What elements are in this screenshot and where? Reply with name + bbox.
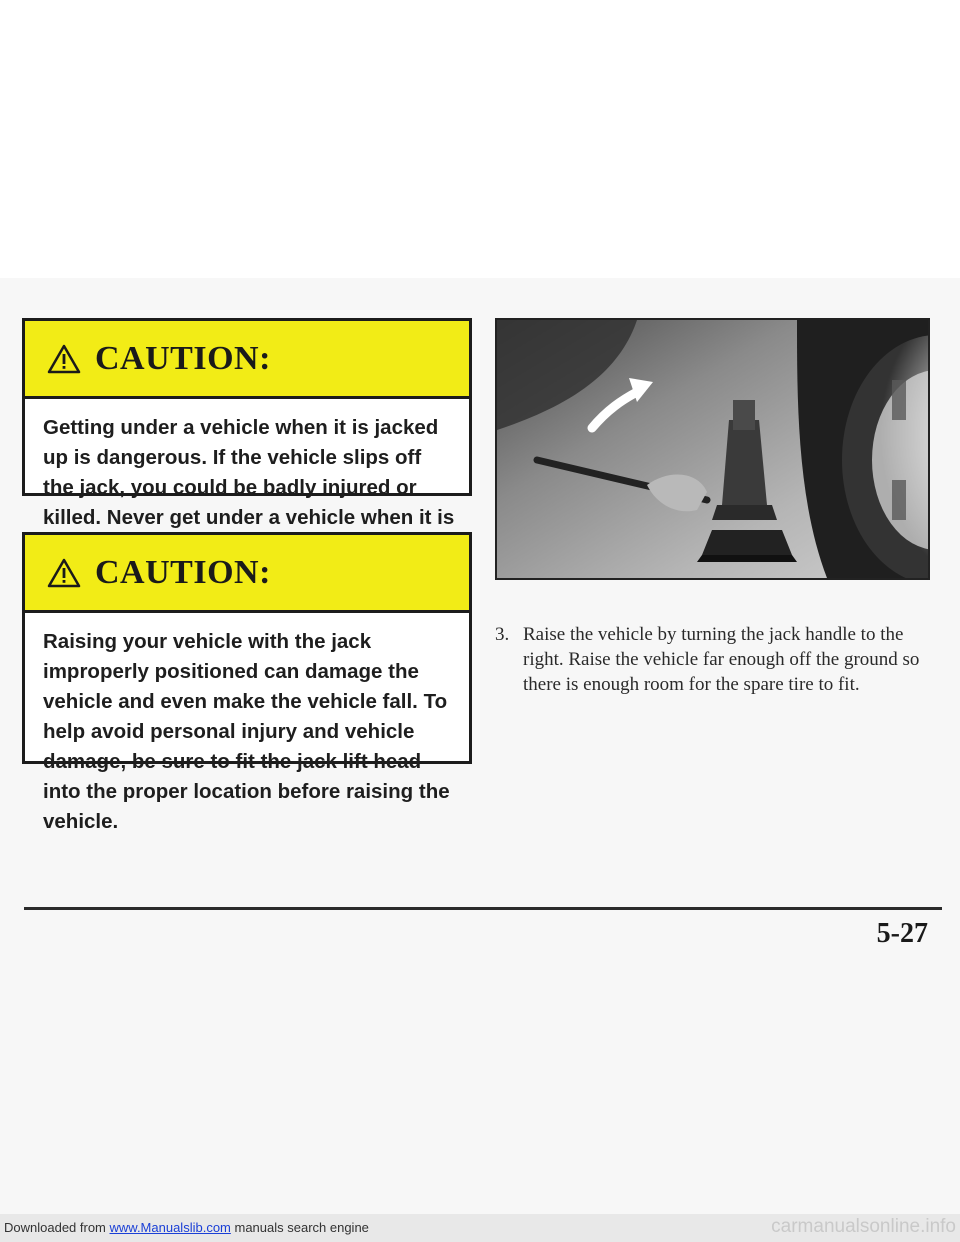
step-3 [495, 622, 940, 697]
watermark-text: carmanualsonline.info [771, 1216, 956, 1237]
footer-suffix: manuals search engine [230, 1220, 369, 1235]
manualslib-link[interactable]: www.Manualslib.com [109, 1220, 231, 1235]
footer-prefix: Downloaded from [4, 1220, 110, 1235]
step-number: 3. [495, 624, 510, 645]
footer-credit [4, 1220, 369, 1235]
jack-handle-photo [495, 318, 930, 580]
caution-text: Raising your vehicle with the jack improperly positioned can damage the vehicle and even make the vehicle fall. To help avoid personal injury and vehicle damage, be sure to fit the jack lift head into the proper location before raising the vehicle. [43, 630, 450, 833]
warning-triangle-icon [47, 558, 81, 588]
caution-header [25, 321, 469, 399]
caution-title: CAUTION: [95, 339, 271, 377]
caution-header [25, 535, 469, 613]
caution-box-getting-under [22, 318, 472, 529]
page-rule [24, 907, 942, 910]
blank-top-area [0, 0, 960, 278]
page-number: 5-27 [876, 918, 928, 949]
caution-text: Getting under a vehicle when it is jacked up is dangerous. If the vehicle slips off the jack, you could be badly injured or killed. Never get under a vehicle when it is [43, 416, 455, 529]
step-text: Raise the vehicle by turning the jack handle to the right. Raise the vehicle far enough off the ground so there is enough room for the spare tire to fit. [523, 624, 920, 695]
warning-triangle-icon [47, 344, 81, 374]
download-footer [0, 1214, 960, 1242]
caution-box-raising-improperly [22, 532, 472, 833]
caution-title: CAUTION: [95, 553, 271, 591]
